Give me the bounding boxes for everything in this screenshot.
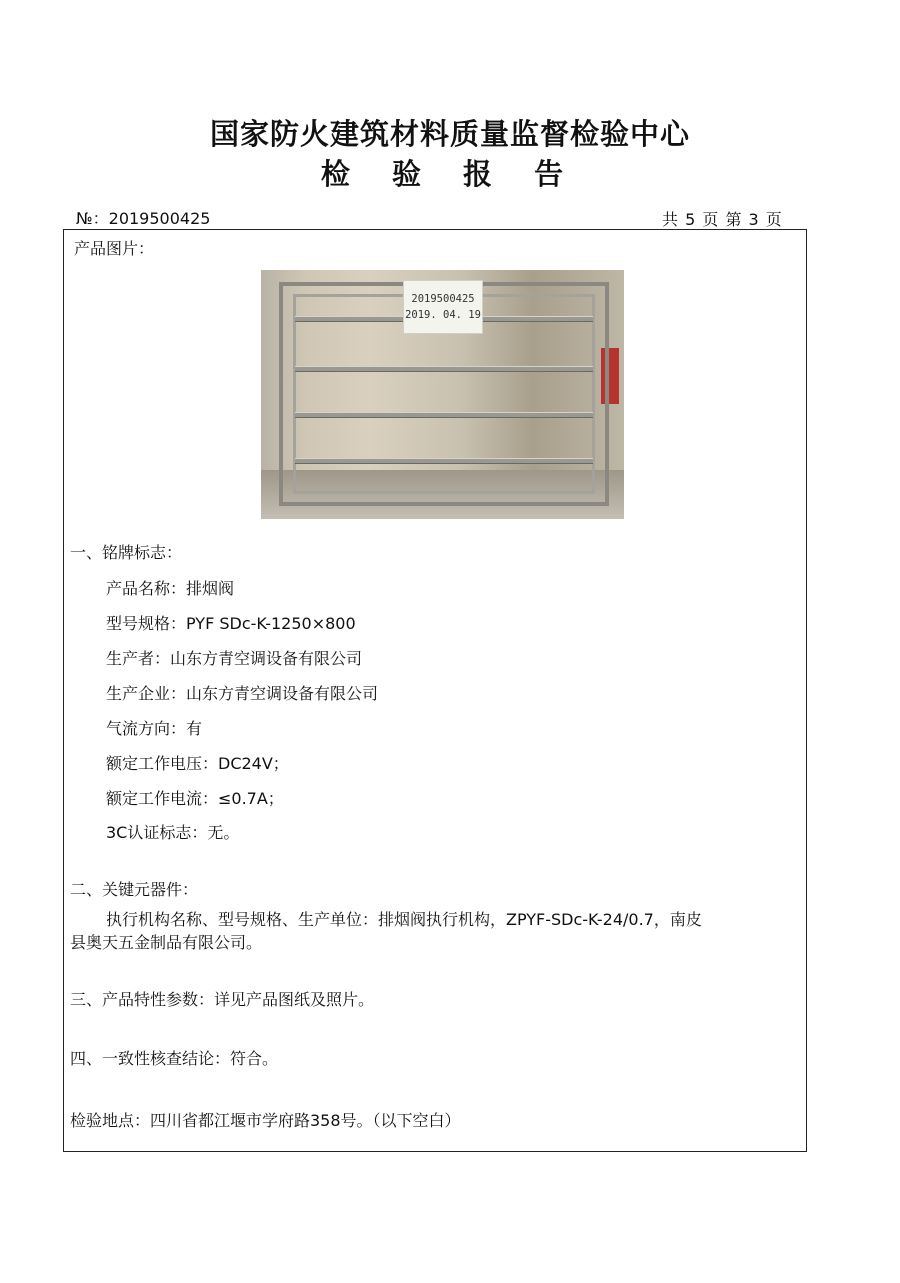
- components-line: 县奥天五金制品有限公司。: [70, 933, 263, 952]
- location-line: 检验地点：四川省都江堰市学府路358号。（以下空白）: [70, 1111, 461, 1130]
- sample-tag: [403, 280, 483, 334]
- page-info: 共 5 页 第 3 页: [662, 210, 783, 229]
- photo-caption: 产品图片：: [74, 239, 155, 258]
- nameplate-item: 生产企业：山东方青空调设备有限公司: [106, 684, 379, 703]
- nameplate-heading: 一、铭牌标志：: [70, 543, 183, 562]
- nameplate-item: 3C认证标志：无。: [106, 823, 240, 842]
- nameplate-item: 气流方向：有: [106, 719, 203, 738]
- nameplate-item: 产品名称：排烟阀: [106, 579, 235, 598]
- components-heading: 二、关键元器件：: [70, 880, 199, 899]
- nameplate-item: 生产者：山东方青空调设备有限公司: [106, 649, 363, 668]
- nameplate-item: 型号规格：PYF SDc-K-1250×800: [106, 614, 356, 633]
- characteristics-line: 三、产品特性参数：详见产品图纸及照片。: [70, 990, 375, 1009]
- damper-blade: [295, 458, 593, 464]
- sample-tag-date: 2019. 04. 19: [405, 309, 481, 321]
- components-line: 执行机构名称、型号规格、生产单位：排烟阀执行机构，ZPYF-SDc-K-24/0.7，南皮: [106, 910, 702, 929]
- product-photo: [261, 270, 624, 519]
- conformity-line: 四、一致性核查结论：符合。: [70, 1049, 279, 1068]
- nameplate-item: 额定工作电流：≤0.7A；: [106, 789, 284, 808]
- sample-tag-number: 2019500425: [411, 293, 475, 305]
- damper-blade: [295, 366, 593, 372]
- doc-type-title: 检 验 报 告: [320, 157, 580, 191]
- nameplate-item: 额定工作电压：DC24V；: [106, 754, 289, 773]
- report-number: №：2019500425: [76, 209, 211, 228]
- damper-blade: [295, 412, 593, 418]
- org-title: 国家防火建筑材料质量监督检验中心: [209, 117, 690, 151]
